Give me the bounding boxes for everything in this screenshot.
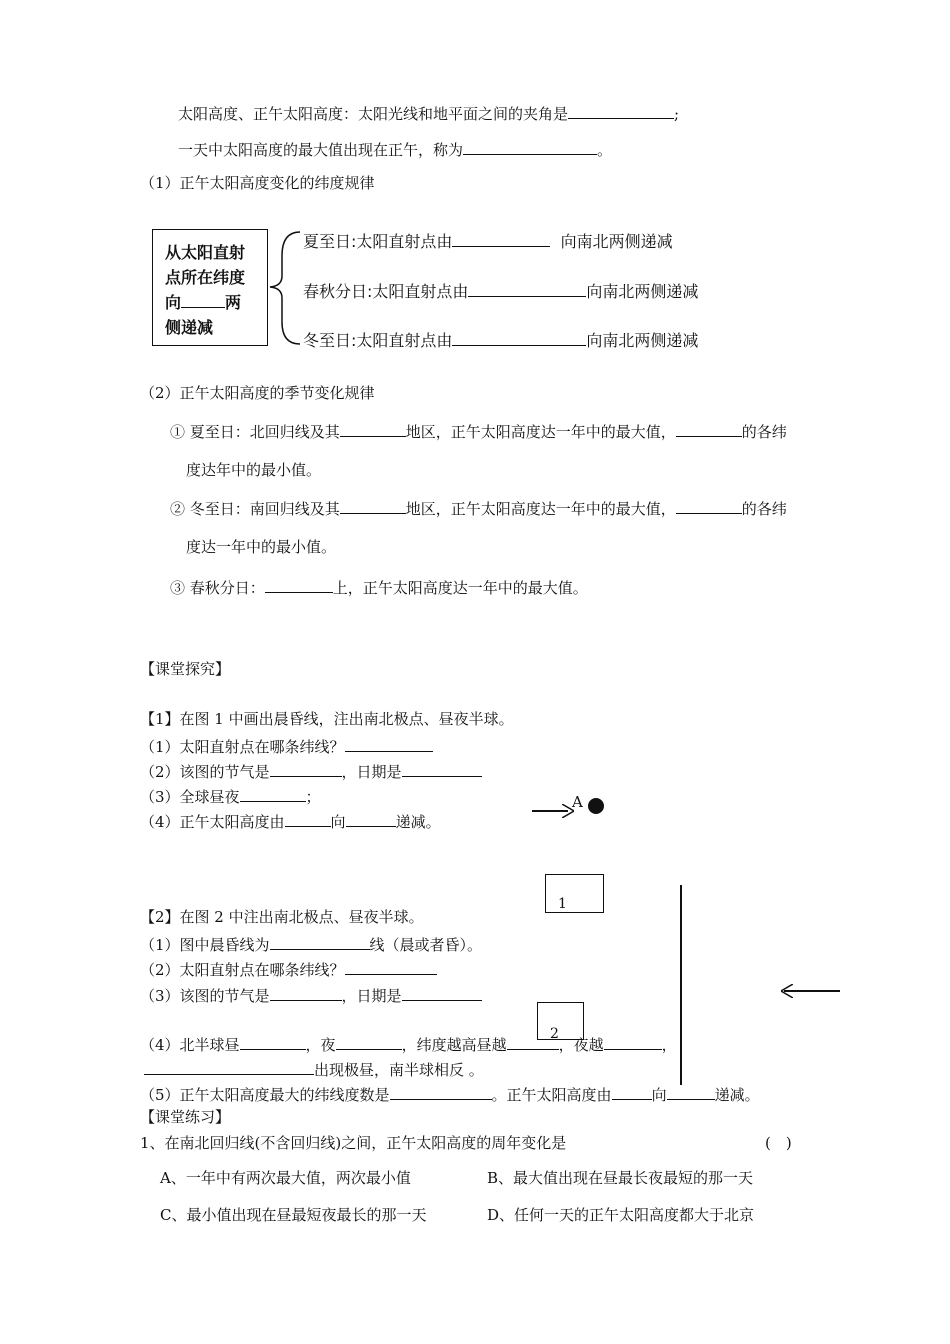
figure-1-label: 1: [558, 896, 567, 912]
intro-line-2: [178, 140, 612, 158]
item-2: ② 冬至日：南回归线及其 地区，正午太阳高度达一年中的最大值， 的各纬: [170, 500, 787, 518]
blank[interactable]: [340, 499, 406, 514]
blank[interactable]: [507, 1035, 559, 1050]
blank[interactable]: [390, 1085, 492, 1100]
blank[interactable]: [346, 812, 396, 827]
blank[interactable]: [240, 787, 306, 802]
blank[interactable]: [340, 422, 406, 437]
blank[interactable]: [612, 1085, 652, 1100]
q2-title: 【2】在图 2 中注出南北极点、昼夜半球。: [140, 908, 424, 926]
blank[interactable]: [604, 1035, 662, 1050]
q1-line-1: （1）太阳直射点在哪条纬线？: [140, 737, 433, 755]
practice-heading: 【课堂练习】: [140, 1108, 231, 1126]
blank[interactable]: [285, 812, 331, 827]
arrow-head-left-icon: [781, 984, 793, 998]
blank[interactable]: [345, 737, 433, 752]
section1-heading: （1）正午太阳高度变化的纬度规律: [140, 174, 375, 192]
option-d[interactable]: D、任何一天的正午太阳高度都大于北京: [487, 1206, 755, 1224]
blank[interactable]: [452, 231, 550, 247]
option-a[interactable]: A、一年中有两次最大值，两次最小值: [160, 1169, 411, 1187]
item-1-cont: 度达年中的最小值。: [186, 461, 322, 479]
blank[interactable]: [452, 330, 586, 346]
practice-q1-paren: ( ): [765, 1134, 792, 1152]
point-a-dot-icon: [587, 797, 605, 815]
blank[interactable]: [676, 499, 742, 514]
option-b[interactable]: B、最大值出现在昼最长夜最短的那一天: [487, 1169, 754, 1187]
q1-line-4: （4）正午太阳高度由 向 递减。: [140, 813, 441, 831]
q2-line-2: （2）太阳直射点在哪条纬线？: [140, 960, 437, 978]
topic-box-line: 向 两: [165, 293, 242, 312]
blank[interactable]: [270, 762, 342, 777]
blank[interactable]: [265, 578, 333, 593]
blank[interactable]: [270, 986, 342, 1001]
q2-line-4: （4）北半球昼 ，夜 ，纬度越高昼越 ，夜越 ，: [140, 1036, 677, 1054]
blank[interactable]: [240, 1035, 306, 1050]
punct: ;: [674, 105, 680, 123]
blank[interactable]: [144, 1060, 314, 1075]
practice-q1: 1、在南北回归线(不含回归线)之间，正午太阳高度的周年变化是: [140, 1134, 567, 1152]
q2-line-4-cont: 出现极昼，南半球相反 。: [144, 1060, 484, 1078]
topic-box-line: 侧递减: [165, 318, 214, 337]
intro-line-1: [178, 104, 679, 122]
q2-line-3: （3）该图的节气是 ，日期是: [140, 986, 482, 1004]
explore-heading: 【课堂探究】: [140, 660, 231, 678]
figure-2-label: 2: [550, 1026, 559, 1042]
item-1: ① 夏至日：北回归线及其 地区，正午太阳高度达一年中的最大值， 的各纬: [170, 423, 787, 441]
intro-line-2-text: 一天中太阳高度的最大值出现在正午，称为: [178, 141, 464, 159]
section2-heading: （2）正午太阳高度的季节变化规律: [140, 384, 375, 402]
point-a-label: A: [572, 793, 583, 811]
punct: 。: [597, 141, 613, 159]
option-c[interactable]: C、最小值出现在昼最短夜最长的那一天: [160, 1206, 427, 1224]
item-3: ③ 春秋分日： 上，正午太阳高度达一年中的最大值。: [170, 579, 588, 597]
blank[interactable]: [181, 291, 225, 308]
topic-box-line: 从太阳直射: [165, 243, 246, 262]
topic-box-line: 点所在纬度: [165, 268, 246, 287]
blank[interactable]: [402, 986, 482, 1001]
blank[interactable]: [336, 1035, 402, 1050]
q1-line-3: （3）全球昼夜 ；: [140, 788, 321, 806]
blank[interactable]: [345, 960, 437, 975]
intro-line-1-text: 太阳高度、正午太阳高度：太阳光线和地平面之间的夹角是: [178, 105, 569, 123]
item-2-cont: 度达一年中的最小值。: [186, 538, 337, 556]
q2-line-5: （5）正午太阳高度最大的纬线度数是 。正午太阳高度由 向 递减。: [140, 1086, 760, 1104]
blank[interactable]: [667, 1085, 715, 1100]
q1-line-2: （2）该图的节气是 ，日期是: [140, 762, 482, 780]
blank[interactable]: [270, 935, 370, 950]
topic-box: [152, 229, 268, 346]
figure-1-box: [545, 874, 604, 913]
solstice-row-winter: 冬至日:太阳直射点由 向南北两侧递减: [303, 331, 699, 350]
blank[interactable]: [568, 104, 674, 119]
solstice-row-summer: 夏至日:太阳直射点由 向南北两侧递减: [303, 232, 673, 251]
blank[interactable]: [463, 140, 597, 155]
q2-line-1: （1）图中晨昏线为 线（晨或者昏）。: [140, 936, 483, 954]
blank[interactable]: [402, 762, 482, 777]
terminator-line: [680, 885, 682, 1085]
solstice-row-equinox: 春秋分日:太阳直射点由 向南北两侧递减: [303, 282, 699, 301]
brace-icon: [268, 226, 308, 348]
blank[interactable]: [468, 281, 586, 297]
blank[interactable]: [676, 422, 742, 437]
q1-title: 【1】在图 1 中画出晨昏线，注出南北极点、昼夜半球。: [140, 710, 514, 728]
